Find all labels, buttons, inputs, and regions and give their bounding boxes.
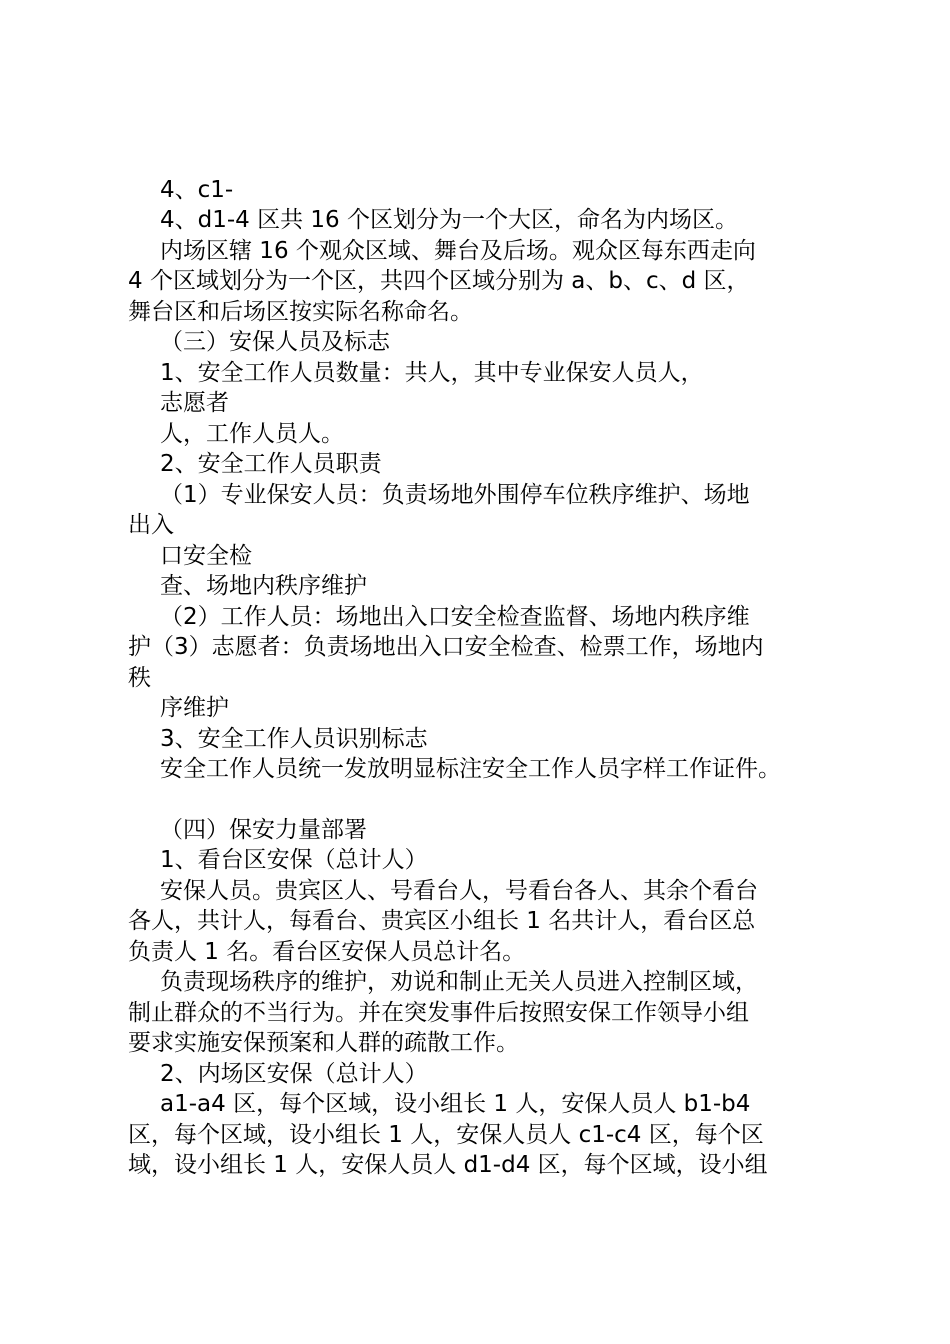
- text-line: 人，工作人员人。: [160, 421, 344, 447]
- text-line: 查、场地内秩序维护: [160, 573, 367, 599]
- text-line: 1、看台区安保（总计人）: [160, 847, 428, 873]
- text-line: 序维护: [160, 695, 229, 721]
- text-line: 志愿者: [160, 390, 229, 416]
- text-line: 制止群众的不当行为。并在突发事件后按照安保工作领导小组: [128, 1000, 749, 1026]
- text-line: 4、c1-: [160, 177, 234, 203]
- text-line: 出入: [128, 512, 174, 538]
- text-line: 口安全检: [160, 543, 252, 569]
- text-line: 1、安全工作人员数量：共人，其中专业保安人员人，: [160, 360, 704, 386]
- text-line: 秩: [128, 665, 151, 691]
- text-line: 2、安全工作人员职责: [160, 451, 382, 477]
- text-line: 区，每个区域，设小组长 1 人，安保人员人 c1-c4 区，每个区: [128, 1122, 764, 1148]
- text-line: 4、d1-4 区共 16 个区划分为一个大区，命名为内场区。: [160, 207, 738, 233]
- text-line: 安全工作人员统一发放明显标注安全工作人员字样工作证件。: [160, 756, 781, 782]
- text-line: 舞台区和后场区按实际名称命名。: [128, 299, 473, 325]
- text-line: 护（3）志愿者：负责场地出入口安全检查、检票工作，场地内: [128, 634, 764, 660]
- text-line: 要求实施安保预案和人群的疏散工作。: [128, 1030, 519, 1056]
- text-line: 安保人员。贵宾区人、号看台人，号看台各人、其余个看台: [160, 878, 758, 904]
- text-line: 域，设小组长 1 人，安保人员人 d1-d4 区，每个区域，设小组: [128, 1152, 768, 1178]
- text-line: （2）工作人员：场地出入口安全检查监督、场地内秩序维: [160, 604, 750, 630]
- section-heading: （四）保安力量部署: [160, 817, 367, 843]
- text-line: 负责人 1 名。看台区安保人员总计名。: [128, 939, 526, 965]
- text-line: a1-a4 区，每个区域，设小组长 1 人，安保人员人 b1-b4: [160, 1091, 751, 1117]
- text-line: （1）专业保安人员：负责场地外围停车位秩序维护、场地: [160, 482, 750, 508]
- text-line: 各人，共计人，每看台、贵宾区小组长 1 名共计人，看台区总: [128, 908, 756, 934]
- text-line: 负责现场秩序的维护，劝说和制止无关人员进入控制区域，: [160, 969, 758, 995]
- text-line: 4 个区域划分为一个区，共四个区域分别为 a、b、c、d 区，: [128, 268, 750, 294]
- text-line: 2、内场区安保（总计人）: [160, 1061, 428, 1087]
- text-line: 内场区辖 16 个观众区域、舞台及后场。观众区每东西走向: [160, 238, 756, 264]
- section-heading: （三）安保人员及标志: [160, 329, 390, 355]
- text-line: 3、安全工作人员识别标志: [160, 726, 428, 752]
